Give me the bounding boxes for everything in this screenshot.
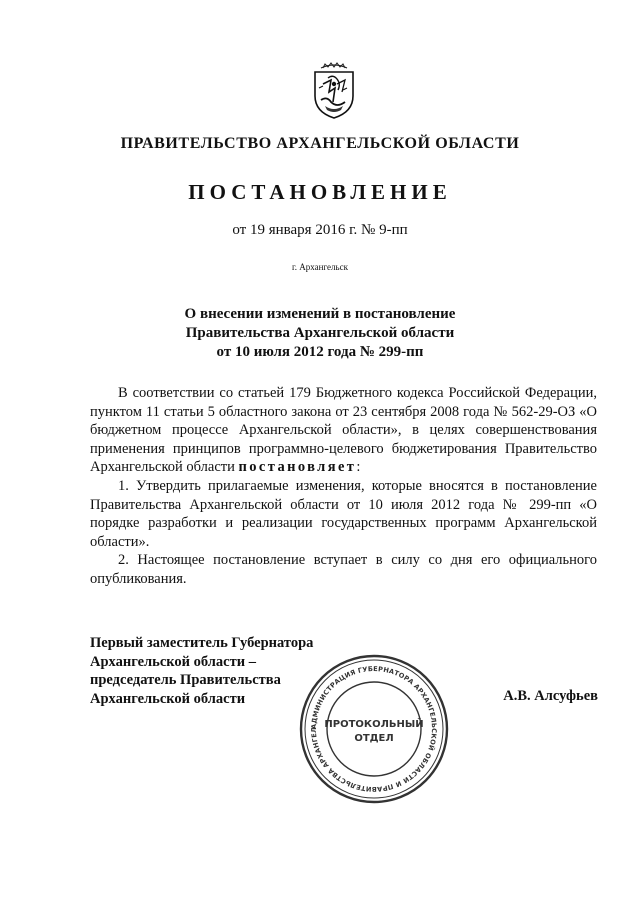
organization-name: ПРАВИТЕЛЬСТВО АРХАНГЕЛЬСКОЙ ОБЛАСТИ bbox=[120, 135, 520, 152]
document-body bbox=[90, 384, 597, 589]
decree-word: постановляет bbox=[238, 459, 357, 476]
stamp-outer-text: АДМИНИСТРАЦИЯ ГУБЕРНАТОРА АРХАНГЕЛЬСКОЙ ОБЛАСТИ И ПРАВИТЕЛЬСТВА АРХАНГЕЛ bbox=[309, 664, 439, 794]
coat-of-arms-icon bbox=[311, 62, 357, 120]
title-line: О внесении изменений в постановление bbox=[184, 306, 456, 322]
signer-name: А.В. Алсуфьев bbox=[503, 688, 598, 704]
stamp-center-line: ПРОТОКОЛЬНЫЙ bbox=[324, 719, 424, 730]
intro-text: В соответствии со статьей 179 Бюджетного кодекса Российской Федерации, пунктом 11 статьи 5 областного закона от 23 сентября 2008 года № 562-29-ОЗ «О бюджетном процессе Архангельской области», в целях совершенствования применения принципов программно-целевого бюджетирования Правительство Архангельской области bbox=[90, 385, 597, 476]
official-stamp bbox=[298, 653, 450, 805]
signer-position-line: председатель Правительства bbox=[90, 672, 281, 688]
document-type: ПОСТАНОВЛЕНИЕ bbox=[188, 180, 452, 204]
signer-position-line: Первый заместитель Губернатора bbox=[90, 635, 314, 651]
decree-suffix: : bbox=[356, 459, 361, 476]
intro-paragraph bbox=[90, 384, 597, 477]
item-1: 1. Утвердить прилагаемые изменения, которые вносятся в постановление Правительства Архангельской области от 10 июля 2012 года № 299-пп «О порядке разработки и реализации государственных программ Архангельской области». bbox=[90, 477, 597, 550]
document-city: г. Архангельск bbox=[292, 262, 348, 272]
title-line: от 10 июля 2012 года № 299-пп bbox=[216, 344, 424, 360]
document-date: от 19 января 2016 г. № 9-пп bbox=[232, 222, 408, 238]
title-line: Правительства Архангельской области bbox=[185, 325, 455, 341]
signer-position-line: Архангельской области – bbox=[90, 653, 256, 670]
item-2: 2. Настоящее постановление вступает в силу со дня его официального опубликования. bbox=[90, 552, 597, 587]
stamp-center-line: ОТДЕЛ bbox=[354, 733, 394, 744]
signer-position-line: Архангельской области bbox=[90, 690, 246, 707]
document-title bbox=[0, 305, 640, 362]
